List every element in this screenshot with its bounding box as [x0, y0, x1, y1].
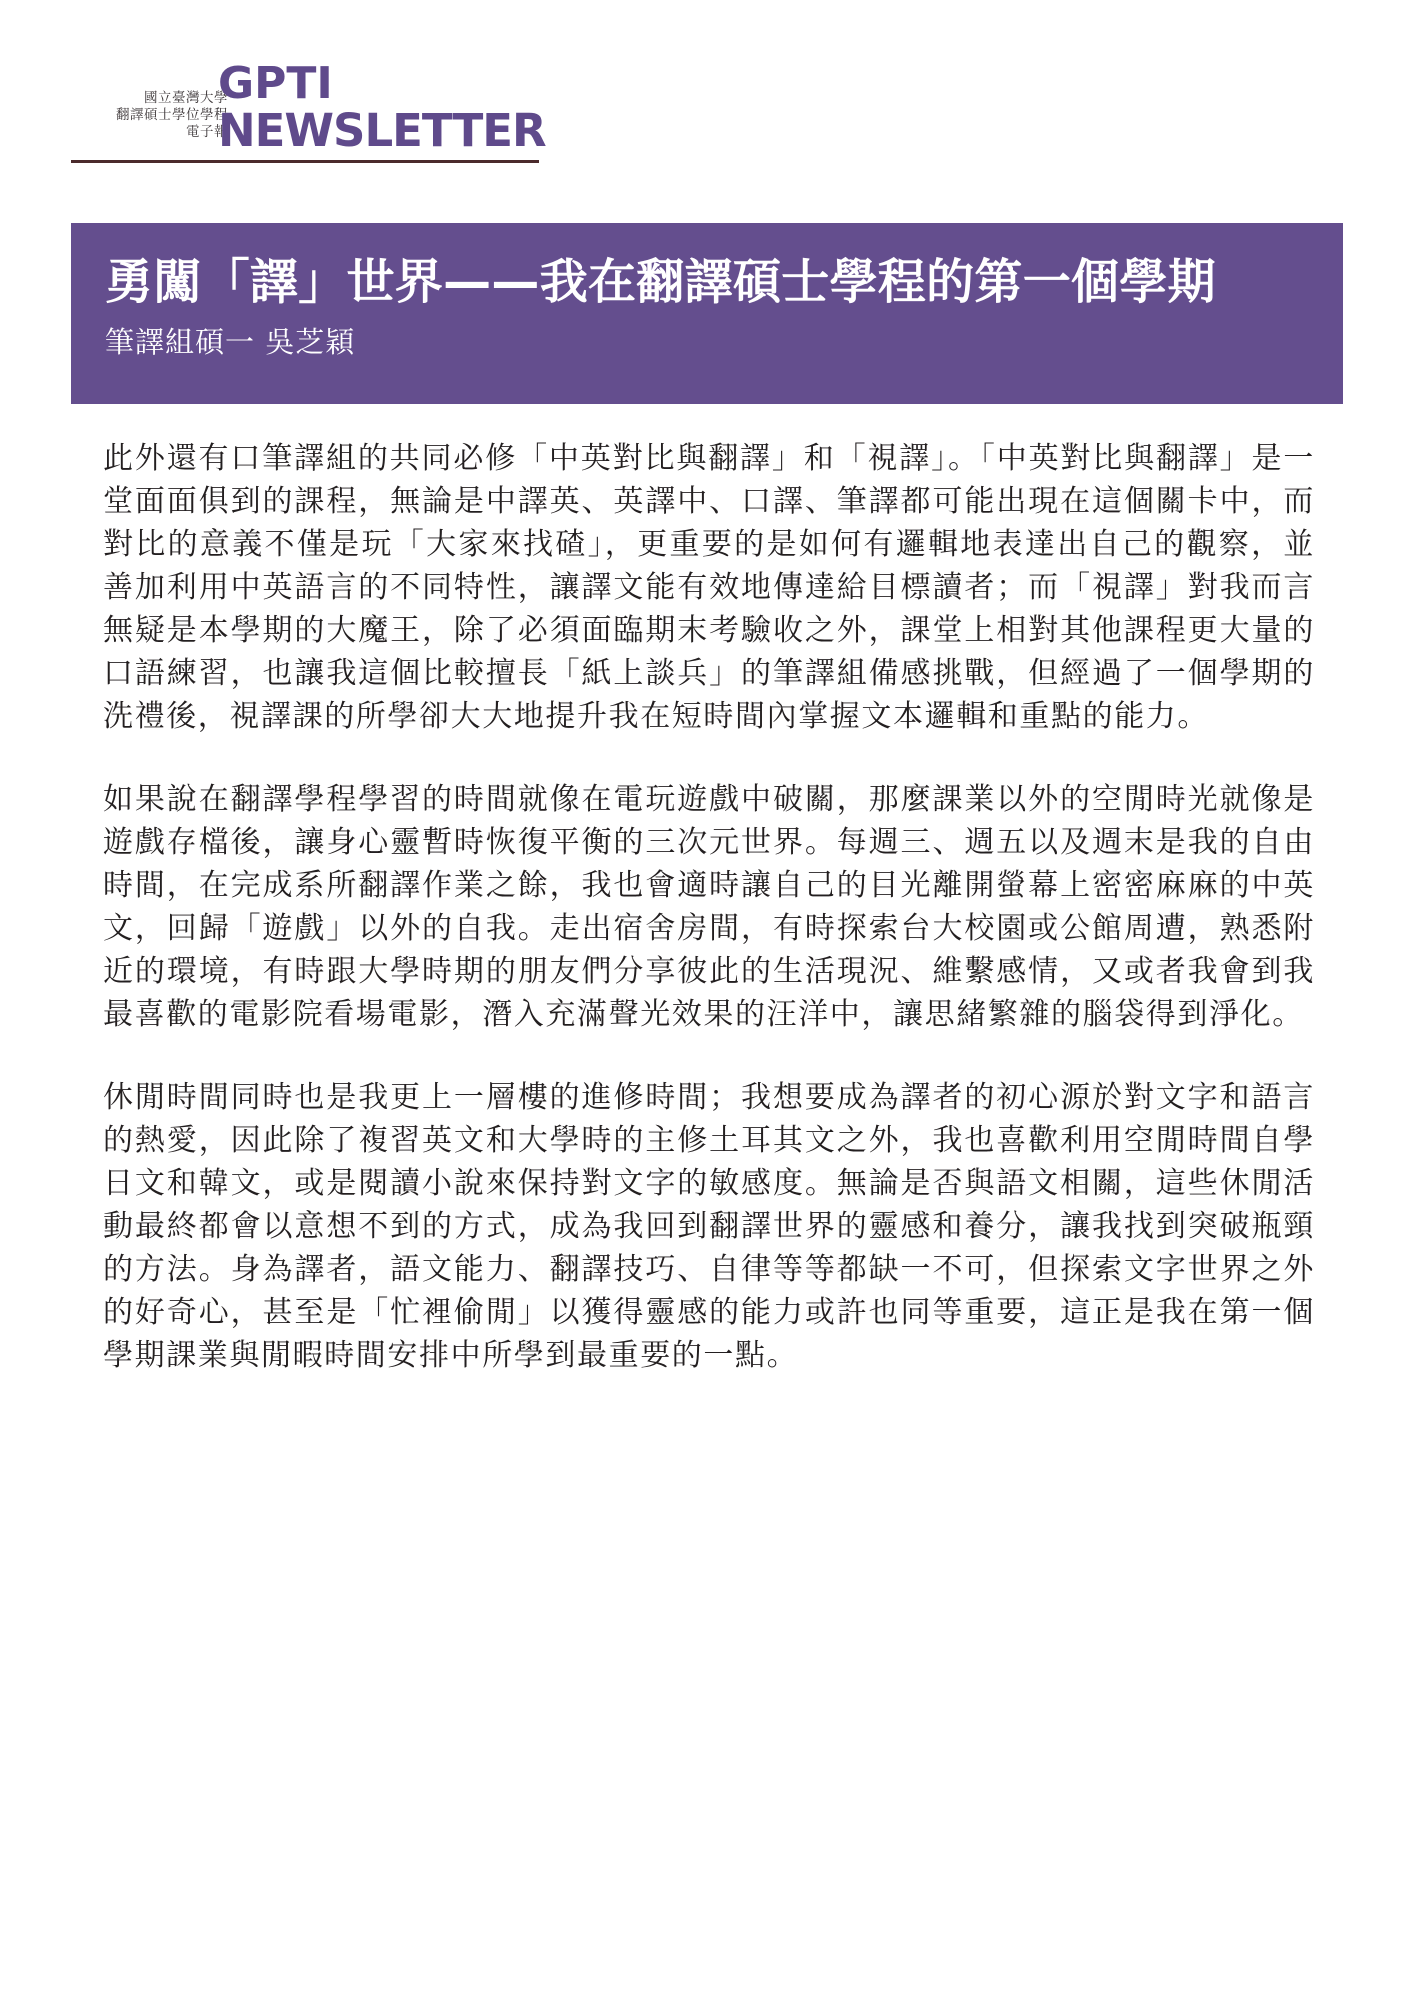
newsletter-logo [218, 58, 546, 157]
masthead-divider [71, 160, 539, 163]
article-paragraph-3: 休閒時間同時也是我更上一層樓的進修時間；我想要成為譯者的初心源於對文字和語言的熱愛，因此除了複習英文和大學時的主修土耳其文之外，我也喜歡利用空閒時間自學日文和韓文，或是閱讀小說來保持對文字的敏感度。無論是否與語文相關，這些休閒活動最終都會以意想不到的方式，成為我回到翻譯世界的靈感和養分，讓我找到突破瓶頸的方法。身為譯者，語文能力、翻譯技巧、自律等等都缺一不可，但探索文字世界之外的好奇心，甚至是「忙裡偷閒」以獲得靈感的能力或許也同等重要，這正是我在第一個學期課業與閒暇時間安排中所學到最重要的一點。 [103, 1080, 1315, 1373]
article-title-banner [71, 223, 1343, 404]
article-title: 勇闖「譯」世界——我在翻譯碩士學程的第一個學期 [105, 254, 1216, 310]
org-line-newsletter: 電子報 [186, 124, 228, 140]
article-body [103, 437, 1315, 1417]
newsletter-masthead [71, 56, 546, 166]
article-paragraph-1: 此外還有口筆譯組的共同必修「中英對比與翻譯」和「視譯」。「中英對比與翻譯」是一堂面面俱到的課程，無論是中譯英、英譯中、口譯、筆譯都可能出現在這個關卡中，而對比的意義不僅是玩「大家來找碴」，更重要的是如何有邏輯地表達出自己的觀察，並善加利用中英語言的不同特性，讓譯文能有效地傳達給目標讀者；而「視譯」對我而言無疑是本學期的大魔王，除了必須面臨期末考驗收之外，課堂上相對其他課程更大量的口語練習，也讓我這個比較擅長「紙上談兵」的筆譯組備感挑戰，但經過了一個學期的洗禮後，視譯課的所學卻大大地提升我在短時間內掌握文本邏輯和重點的能力。 [103, 441, 1315, 734]
org-line-program: 翻譯碩士學位學程 [116, 107, 228, 123]
org-line-university: 國立臺灣大學 [144, 90, 228, 106]
article-paragraph-2: 如果說在翻譯學程學習的時間就像在電玩遊戲中破關，那麼課業以外的空閒時光就像是遊戲存檔後，讓身心靈暫時恢復平衡的三次元世界。每週三、週五以及週末是我的自由時間，在完成系所翻譯作業之餘，我也會適時讓自己的目光離開螢幕上密密麻麻的中英文，回歸「遊戲」以外的自我。走出宿舍房間，有時探索台大校園或公館周遭，熟悉附近的環境，有時跟大學時期的朋友們分享彼此的生活現況、維繫感情，又或者我會到我最喜歡的電影院看場電影，潛入充滿聲光效果的汪洋中，讓思緒繁雜的腦袋得到淨化。 [103, 782, 1315, 1032]
logo-newsletter: NEWSLETTER [218, 104, 546, 157]
university-program-name [116, 90, 228, 141]
article-byline: 筆譯組碩一 吳芝穎 [105, 325, 356, 359]
logo-gpti: GPTI [218, 58, 333, 109]
